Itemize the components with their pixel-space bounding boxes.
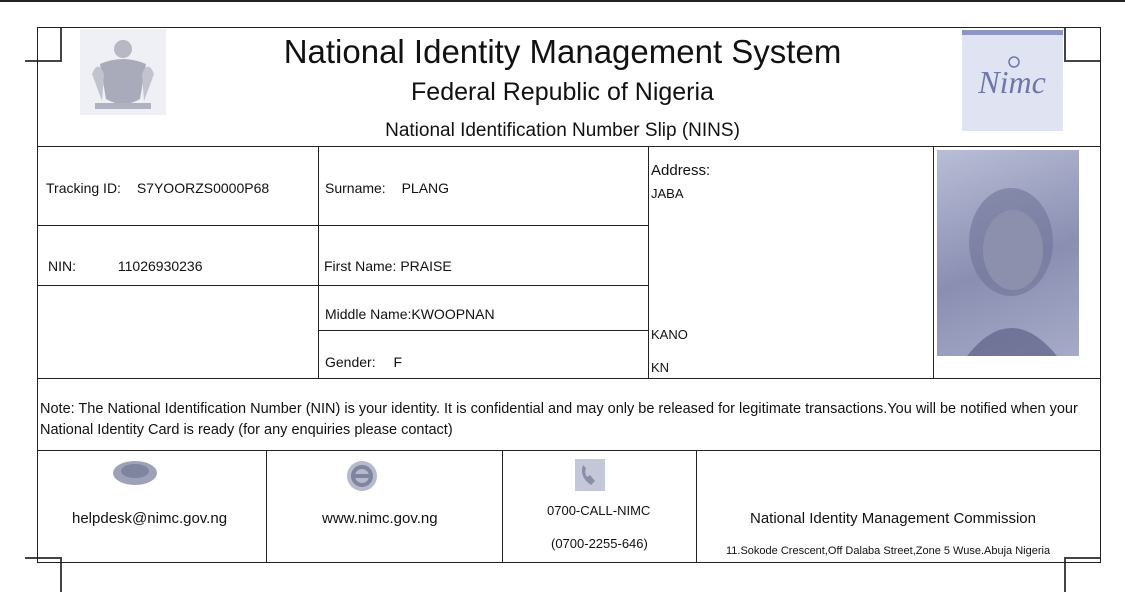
holder-photo [937, 150, 1079, 356]
row-divider-3 [318, 330, 648, 331]
nin-value: 11026930236 [117, 258, 203, 274]
header-divider [37, 146, 1101, 147]
website-link[interactable]: www.nimc.gov.ng [322, 510, 438, 527]
gender-value: F [393, 354, 403, 370]
address-label: Address: [651, 162, 711, 179]
slip-title: National Identification Number Slip (NINS) [385, 120, 740, 141]
page-title: National Identity Management System [283, 33, 842, 70]
row-divider-1 [37, 225, 648, 226]
nin-field [48, 258, 203, 274]
surname-value: PLANG [401, 180, 450, 196]
address-state: KN [651, 360, 670, 375]
surname-label: Surname: [325, 180, 386, 196]
col-divider-2 [648, 146, 649, 379]
middle-name-value: KWOOPNAN [411, 306, 495, 322]
phone-number[interactable]: 0700-CALL-NIMC [547, 503, 651, 518]
address-city: KANO [651, 327, 688, 342]
col-divider-1 [318, 146, 319, 379]
middle-name-field [325, 306, 495, 322]
page-subtitle: Federal Republic of Nigeria [411, 78, 714, 106]
phone-icon [575, 459, 605, 496]
surname-field [325, 180, 449, 196]
phone-number-numeric: (0700-2255-646) [551, 536, 648, 551]
footer-divider-3 [696, 450, 697, 563]
nin-label: NIN: [48, 258, 76, 274]
web-browser-icon [344, 458, 380, 499]
first-name-label: First Name: [324, 258, 397, 274]
middle-name-label: Middle Name: [325, 306, 412, 322]
tracking-id-field [46, 180, 269, 196]
first-name-field [324, 258, 452, 274]
nimc-logo-text: Nimc [978, 64, 1046, 100]
first-name-value: PRAISE [400, 258, 452, 274]
tracking-id-label: Tracking ID: [46, 180, 121, 196]
footer-divider-2 [502, 450, 503, 563]
email-link[interactable]: helpdesk@nimc.gov.ng [72, 510, 228, 527]
note-divider [37, 450, 1101, 451]
email-icon [112, 460, 158, 491]
top-border-line [0, 0, 1125, 2]
footer-divider-1 [266, 450, 267, 563]
gender-field [325, 354, 402, 370]
note-text: Note: The National Identification Number (NIN) is your identity. It is confidential and may only be released for legitimate transactions.You will be notified when your National Identity Card is ready (for any enquiries please contact) [40, 401, 1078, 438]
gender-label: Gender: [325, 354, 376, 370]
address-line1: JABA [651, 186, 684, 201]
info-divider [37, 378, 1101, 379]
org-address: 11.Sokode Crescent,Off Dalaba Street,Zone 5 Wuse.Abuja Nigeria [726, 545, 1051, 557]
tracking-id-value: S7YOORZS0000P68 [136, 180, 270, 196]
nimc-logo [962, 30, 1063, 131]
col-divider-3 [933, 146, 934, 379]
row-divider-2 [37, 285, 648, 286]
org-name: National Identity Management Commission [750, 510, 1036, 527]
